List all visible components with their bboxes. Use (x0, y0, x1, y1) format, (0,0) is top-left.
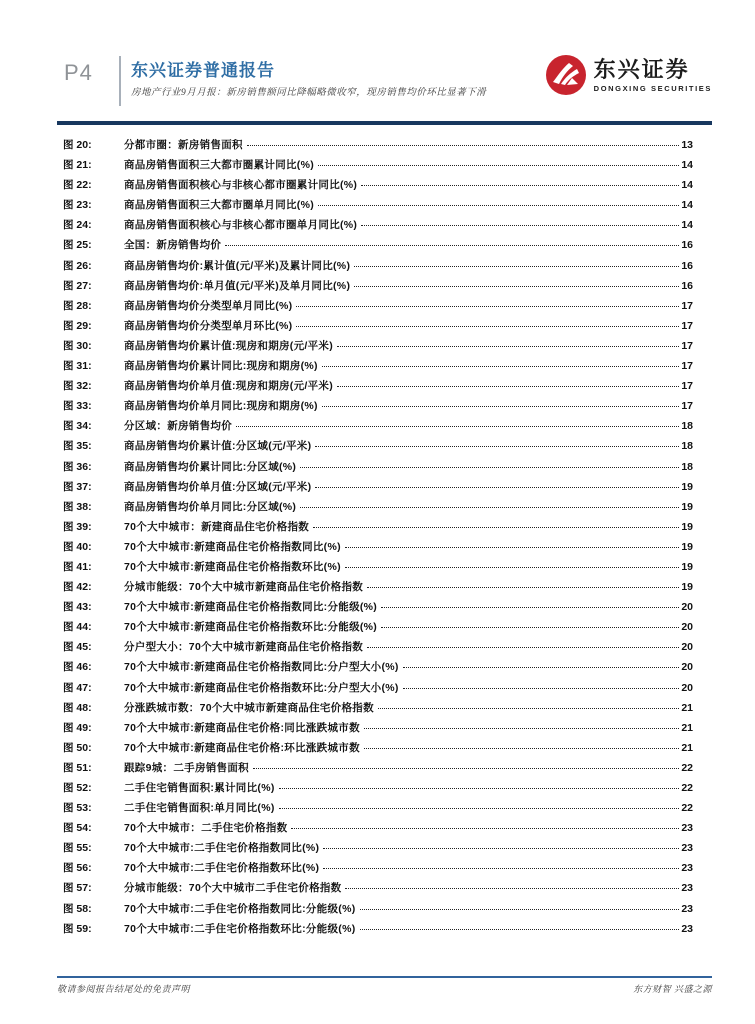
dot-leader (360, 909, 680, 910)
figure-label: 图 31: (63, 360, 92, 373)
figure-page-number: 16 (681, 279, 693, 292)
dot-leader (315, 487, 679, 488)
toc-row[interactable] (57, 197, 693, 217)
figure-title: 70个大中城市：二手住宅价格指数 (124, 822, 288, 835)
toc-row[interactable] (57, 137, 693, 157)
figure-page-number: 17 (681, 400, 693, 413)
toc-row[interactable] (57, 880, 693, 900)
toc-row[interactable] (57, 459, 693, 479)
figure-page-number: 19 (681, 560, 693, 573)
figure-label: 图 52: (63, 782, 92, 794)
figure-title: 分都市圈：新房销售面积 (124, 139, 243, 151)
figure-label: 图 36: (63, 460, 92, 473)
figure-label: 图 35: (63, 440, 92, 453)
dot-leader (354, 286, 679, 287)
toc-row[interactable] (57, 479, 693, 499)
figure-label: 图 49: (63, 721, 92, 734)
dot-leader (403, 667, 680, 668)
figure-page-number: 17 (681, 319, 693, 332)
dot-leader (360, 929, 680, 930)
figure-title: 70个大中城市:新建商品住宅价格指数同比:分能级(%) (124, 601, 378, 614)
header-divider (119, 56, 121, 106)
figure-label: 图 27: (63, 279, 92, 292)
figure-label: 图 28: (63, 299, 92, 312)
toc-row[interactable] (57, 820, 693, 840)
figure-label: 图 56: (63, 862, 92, 875)
figure-label: 图 22: (63, 179, 92, 192)
figure-title: 商品房销售均价累计值:现房和期房(元/平米) (124, 339, 334, 352)
figure-page-number: 20 (681, 641, 693, 654)
report-subtitle: 房地产行业9月月报：新房销售额同比降幅略微收窄，现房销售均价环比显著下滑 (131, 88, 487, 98)
figure-page-number: 20 (681, 621, 693, 634)
figure-page-number: 14 (681, 219, 693, 232)
dot-leader (296, 306, 679, 307)
dot-leader (279, 788, 680, 789)
figure-title: 70个大中城市:二手住宅价格指数环比:分能级(%) (124, 922, 356, 935)
figure-page-number: 17 (681, 360, 693, 373)
header-rule (57, 121, 712, 125)
figure-page-number: 23 (681, 842, 693, 855)
figure-title: 商品房销售面积三大都市圈单月同比(%) (124, 199, 315, 212)
figure-label: 图 30: (63, 339, 92, 352)
figure-label: 图 48: (63, 701, 92, 714)
figure-title: 商品房销售面积三大都市圈累计同比(%) (124, 159, 315, 172)
toc-row[interactable] (57, 258, 693, 278)
figure-title: 70个大中城市:新建商品住宅价格:同比涨跌城市数 (124, 721, 360, 734)
figure-label: 图 55: (63, 842, 92, 855)
toc-row[interactable] (57, 358, 693, 378)
toc-row[interactable] (57, 760, 693, 780)
figure-page-number: 20 (681, 661, 693, 674)
toc-row[interactable] (57, 840, 693, 860)
toc-row[interactable] (57, 237, 693, 257)
toc-row[interactable] (57, 398, 693, 418)
toc-row[interactable] (57, 318, 693, 338)
figure-title: 商品房销售均价分类型单月同比(%) (124, 299, 293, 312)
figure-title: 70个大中城市:新建商品住宅价格指数同比(%) (124, 540, 341, 553)
dot-leader (337, 386, 679, 387)
figure-title: 商品房销售均价单月值:分区域(元/平米) (124, 480, 312, 493)
figure-page-number: 17 (681, 299, 693, 312)
figure-page-number: 19 (681, 581, 693, 594)
figure-label: 图 38: (63, 500, 92, 513)
dot-leader (354, 266, 679, 267)
figure-title: 分城市能级：70个大中城市新建商品住宅价格指数 (124, 581, 364, 594)
figure-title: 商品房销售均价单月同比:分区域(%) (124, 500, 297, 513)
figure-title: 70个大中城市:二手住宅价格指数同比:分能级(%) (124, 902, 356, 915)
dot-leader (378, 708, 679, 709)
toc-row[interactable] (57, 740, 693, 760)
figure-label: 图 59: (63, 922, 92, 935)
figure-page-number: 18 (681, 460, 693, 473)
dongxing-logo (545, 54, 712, 96)
dot-leader (323, 868, 679, 869)
dot-leader (253, 768, 679, 769)
figure-page-number: 14 (681, 179, 693, 192)
figure-title: 商品房销售均价分类型单月环比(%) (124, 319, 293, 332)
figure-title: 分区域：新房销售均价 (124, 420, 232, 433)
figure-label: 图 26: (63, 259, 92, 272)
dot-leader (361, 225, 679, 226)
figure-title: 商品房销售面积核心与非核心都市圈累计同比(%) (124, 179, 358, 192)
toc-row[interactable] (57, 680, 693, 700)
dot-leader (247, 145, 680, 146)
figure-label: 图 43: (63, 601, 92, 614)
figure-label: 图 41: (63, 560, 92, 573)
dot-leader (337, 346, 679, 347)
figure-page-number: 20 (681, 601, 693, 614)
dot-leader (345, 888, 679, 889)
dot-leader (279, 808, 680, 809)
figure-page-number: 21 (681, 741, 693, 754)
toc-row[interactable] (57, 519, 693, 539)
footer-slogan: 东方财智 兴盛之源 (633, 984, 712, 994)
figure-title: 商品房销售均价:单月值(元/平米)及单月同比(%) (124, 279, 351, 292)
dot-leader (296, 326, 679, 327)
toc-row[interactable] (57, 418, 693, 438)
figure-label: 图 42: (63, 581, 92, 594)
figure-title: 70个大中城市:新建商品住宅价格指数环比(%) (124, 560, 341, 573)
figure-title: 70个大中城市:二手住宅价格指数环比(%) (124, 862, 320, 875)
figure-page-number: 23 (681, 862, 693, 875)
dot-leader (236, 426, 679, 427)
dot-leader (367, 587, 679, 588)
toc-row[interactable] (57, 579, 693, 599)
toc-row[interactable] (57, 438, 693, 458)
figure-page-number: 21 (681, 701, 693, 714)
figure-page-number: 23 (681, 922, 693, 935)
figure-page-number: 19 (681, 540, 693, 553)
figure-label: 图 53: (63, 802, 92, 815)
dot-leader (300, 507, 679, 508)
figure-page-number: 22 (681, 761, 693, 774)
dot-leader (291, 828, 679, 829)
figure-title: 70个大中城市：新建商品住宅价格指数 (124, 520, 310, 533)
figure-label: 图 50: (63, 741, 92, 754)
figure-label: 图 40: (63, 540, 92, 553)
figure-title: 二手住宅销售面积:累计同比(%) (124, 782, 275, 794)
toc-row[interactable] (57, 177, 693, 197)
dot-leader (381, 627, 679, 628)
figure-title: 二手住宅销售面积:单月同比(%) (124, 802, 275, 815)
report-type-title: 东兴证券普通报告 (131, 61, 275, 80)
figure-label: 图 29: (63, 319, 92, 332)
toc-row[interactable] (57, 780, 693, 800)
figure-title: 70个大中城市:新建商品住宅价格指数环比:分能级(%) (124, 621, 378, 634)
toc-row[interactable] (57, 720, 693, 740)
figure-label: 图 39: (63, 520, 92, 533)
figure-label: 图 51: (63, 761, 92, 774)
figure-page-number: 20 (681, 681, 693, 694)
toc-row[interactable] (57, 559, 693, 579)
dot-leader (322, 406, 679, 407)
toc-row[interactable] (57, 901, 693, 921)
figure-page-number: 23 (681, 822, 693, 835)
toc-row[interactable] (57, 619, 693, 639)
figure-title: 分户型大小：70个大中城市新建商品住宅价格指数 (124, 641, 364, 654)
figure-page-number: 18 (681, 420, 693, 433)
figure-title: 商品房销售均价累计同比:分区域(%) (124, 460, 297, 473)
figure-label: 图 46: (63, 661, 92, 674)
figure-title: 商品房销售均价单月同比:现房和期房(%) (124, 400, 318, 413)
figure-title: 分涨跌城市数：70个大中城市新建商品住宅价格指数 (124, 701, 374, 714)
toc-row[interactable] (57, 800, 693, 820)
dot-leader (322, 366, 679, 367)
figure-label: 图 23: (63, 199, 92, 212)
figure-page-number: 21 (681, 721, 693, 734)
dot-leader (345, 567, 679, 568)
figure-page-number: 14 (681, 199, 693, 212)
toc-row[interactable] (57, 639, 693, 659)
toc-row[interactable] (57, 860, 693, 880)
figure-label: 图 54: (63, 822, 92, 835)
page-number: P4 (64, 60, 93, 85)
dot-leader (313, 527, 679, 528)
figure-page-number: 19 (681, 480, 693, 493)
figure-title: 商品房销售均价累计同比:现房和期房(%) (124, 360, 318, 373)
figure-title: 70个大中城市:二手住宅价格指数同比(%) (124, 842, 320, 855)
figure-page-number: 14 (681, 159, 693, 172)
figure-label: 图 33: (63, 400, 92, 413)
figure-label: 图 57: (63, 882, 92, 895)
toc-row[interactable] (57, 338, 693, 358)
toc-row[interactable] (57, 378, 693, 398)
dot-leader (367, 647, 679, 648)
toc-row[interactable] (57, 599, 693, 619)
figure-page-number: 19 (681, 520, 693, 533)
figure-label: 图 47: (63, 681, 92, 694)
toc-row[interactable] (57, 700, 693, 720)
dot-leader (381, 607, 679, 608)
figure-page-number: 19 (681, 500, 693, 513)
figure-title: 分城市能级：70个大中城市二手住宅价格指数 (124, 882, 342, 895)
logo-cn-text: 东兴证券 (593, 56, 690, 82)
footer-disclaimer: 敬请参阅报告结尾处的免责声明 (57, 984, 191, 994)
dongxing-logo-icon (545, 54, 587, 96)
figure-page-number: 23 (681, 902, 693, 915)
dot-leader (361, 185, 679, 186)
page-footer (57, 982, 712, 995)
toc-list (57, 137, 693, 941)
footer-rule (57, 976, 712, 978)
figure-label: 图 24: (63, 219, 92, 232)
figure-title: 70个大中城市:新建商品住宅价格指数环比:分户型大小(%) (124, 681, 399, 694)
dot-leader (315, 446, 679, 447)
toc-row[interactable] (57, 659, 693, 679)
figure-page-number: 13 (681, 139, 693, 151)
figure-page-number: 17 (681, 380, 693, 393)
figure-title: 商品房销售均价累计值:分区域(元/平米) (124, 440, 312, 453)
toc-row[interactable] (57, 539, 693, 559)
figure-label: 图 45: (63, 641, 92, 654)
figure-label: 图 58: (63, 902, 92, 915)
dot-leader (403, 688, 680, 689)
figure-title: 商品房销售均价:累计值(元/平米)及累计同比(%) (124, 259, 351, 272)
figure-label: 图 34: (63, 420, 92, 433)
dot-leader (318, 205, 679, 206)
figure-title: 70个大中城市:新建商品住宅价格指数同比:分户型大小(%) (124, 661, 399, 674)
toc-row[interactable] (57, 921, 693, 941)
toc-row[interactable] (57, 157, 693, 177)
dot-leader (318, 165, 679, 166)
figure-label: 图 25: (63, 239, 92, 252)
dot-leader (364, 748, 679, 749)
figure-title: 跟踪9城：二手房销售面积 (124, 761, 249, 774)
dot-leader (345, 547, 679, 548)
figure-page-number: 23 (681, 882, 693, 895)
figure-page-number: 16 (681, 259, 693, 272)
dot-leader (323, 848, 679, 849)
dot-leader (300, 467, 679, 468)
toc-row[interactable] (57, 217, 693, 237)
logo-en-text: DONGXING SECURITIES (593, 83, 712, 93)
toc-row[interactable] (57, 499, 693, 519)
figure-label: 图 32: (63, 380, 92, 393)
figure-title: 商品房销售面积核心与非核心都市圈单月同比(%) (124, 219, 358, 232)
figure-page-number: 22 (681, 802, 693, 815)
toc-row[interactable] (57, 298, 693, 318)
figure-label: 图 37: (63, 480, 92, 493)
page-header (57, 52, 712, 108)
figure-title: 全国：新房销售均价 (124, 239, 222, 252)
dot-leader (364, 728, 679, 729)
figure-label: 图 21: (63, 159, 92, 172)
figure-label: 图 20: (63, 139, 92, 151)
figure-label: 图 44: (63, 621, 92, 634)
figure-page-number: 16 (681, 239, 693, 252)
figure-page-number: 18 (681, 440, 693, 453)
toc-row[interactable] (57, 278, 693, 298)
figure-title: 70个大中城市:新建商品住宅价格:环比涨跌城市数 (124, 741, 360, 754)
figure-title: 商品房销售均价单月值:现房和期房(元/平米) (124, 380, 334, 393)
figure-page-number: 17 (681, 339, 693, 352)
figure-page-number: 22 (681, 782, 693, 794)
dot-leader (225, 245, 679, 246)
